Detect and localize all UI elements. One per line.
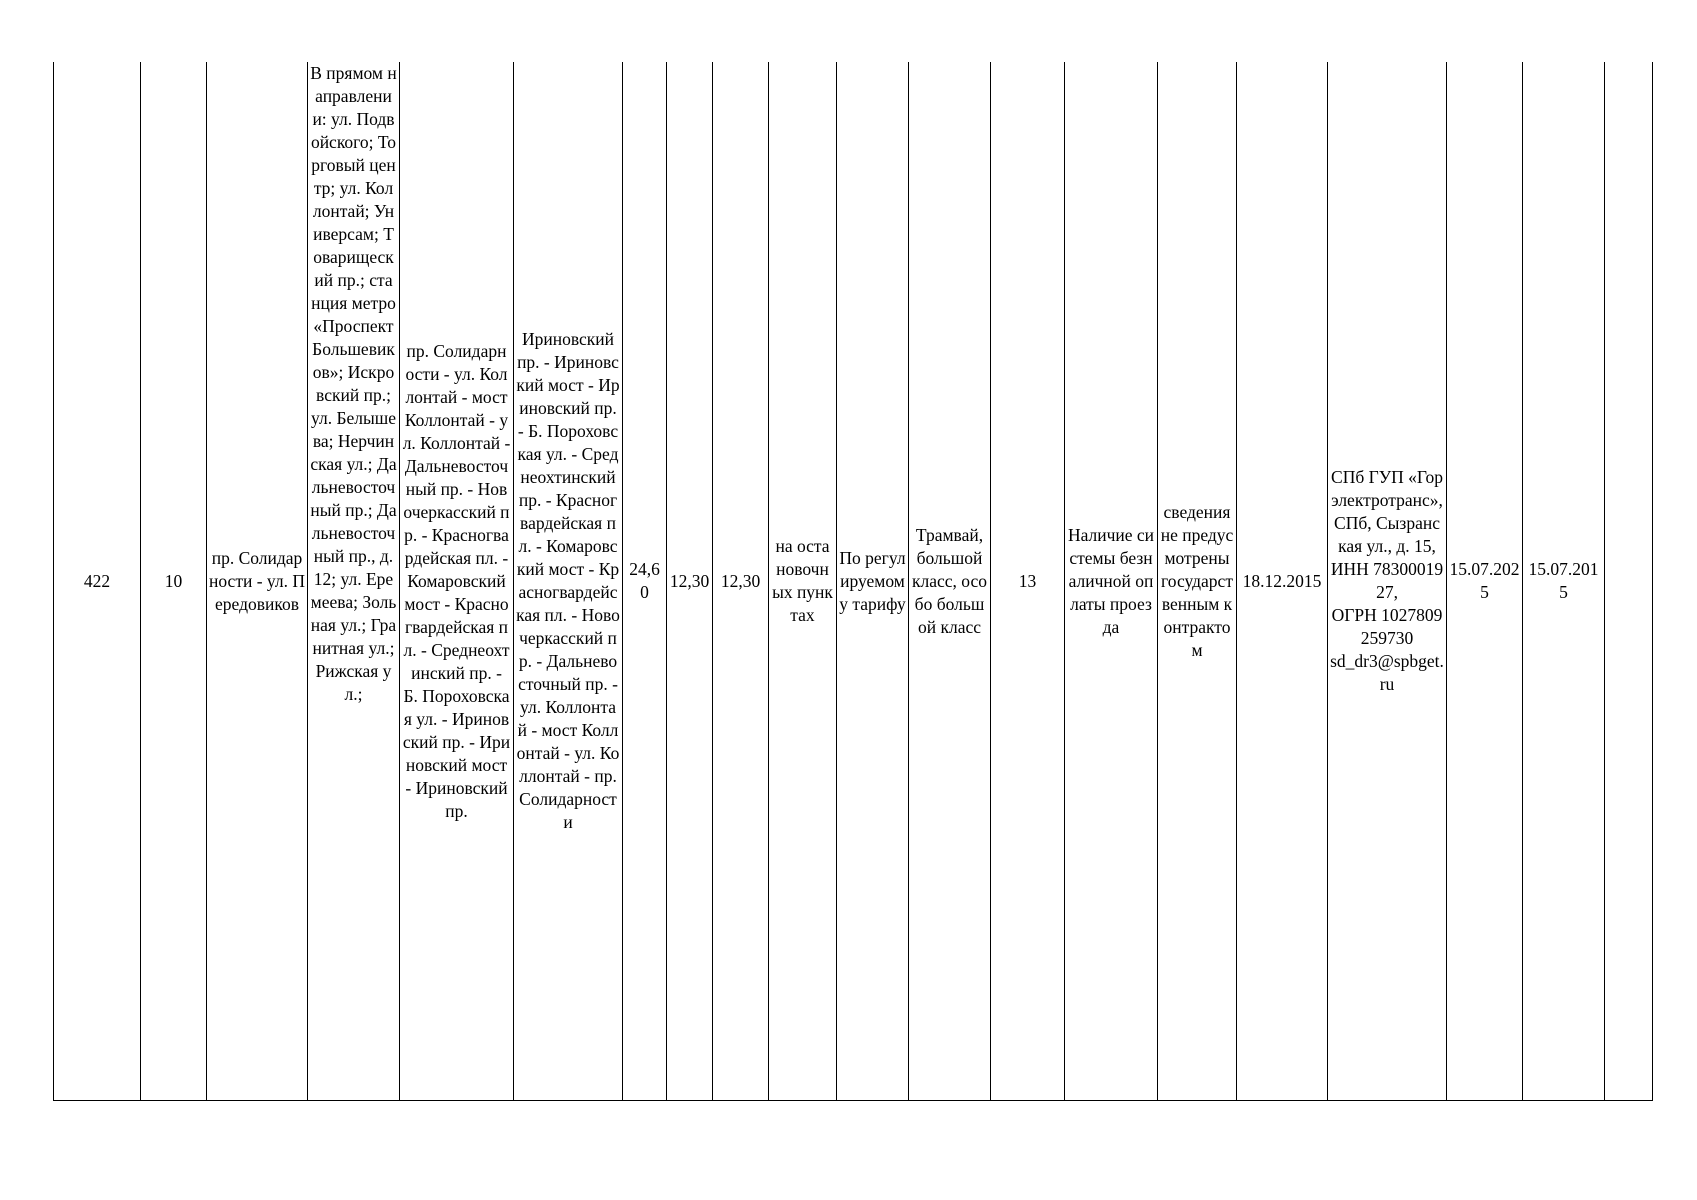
ecology-class-cell: сведения не предусмотрены государственным контрактом <box>1158 62 1237 1101</box>
contract-date-cell: 15.07.2025 <box>1447 62 1523 1101</box>
tariff-type-cell: По регулируемому тарифу <box>837 62 909 1101</box>
streets-forward-cell: пр. Солидарности - ул. Коллонтай - мост Коллонтай - ул. Коллонтай - Дальневосточный пр. - Новочеркасский пр. - Красногвардейская пл. - Комаровский мост - Красногвардейская пл. - Среднеохтинский пр. - Б. Пороховская ул. - Ириновский пр. - Ириновский мост - Ириновский пр. <box>400 62 514 1101</box>
registry-number-cell: 422 <box>54 62 141 1101</box>
start-date-cell: 18.12.2015 <box>1237 62 1328 1101</box>
route-name-cell: пр. Солидарности - ул. Передовиков <box>207 62 308 1101</box>
boarding-order-cell: на остановочных пунктах <box>769 62 837 1101</box>
vehicle-class-cell: Трамвай, большой класс, особо большой класс <box>909 62 991 1101</box>
streets-reverse-cell: Ириновский пр. - Ириновский мост - Ириновский пр. - Б. Пороховская ул. - Среднеохтинский пр. - Красногвардейская пл. - Комаровский мост - Красногвардейская пл. - Новочеркасский пр. - Дальневосточный пр. - ул. Коллонтай - мост Коллонтай - ул. Коллонтай - пр. Солидарности <box>514 62 623 1101</box>
length-total-cell: 24,60 <box>623 62 667 1101</box>
carrier-cell: СПб ГУП «Горэлектротранс», СПб, Сызранская ул., д. 15, ИНН 7830001927, ОГРН 1027809259730 sd_dr3@spbget.ru <box>1328 62 1447 1101</box>
vehicle-count-cell: 13 <box>991 62 1065 1101</box>
route-number-cell: 10 <box>141 62 207 1101</box>
length-forward-cell: 12,30 <box>667 62 713 1101</box>
table-row <box>54 62 1653 1101</box>
route-registry-table <box>53 62 1653 1101</box>
notes-cell <box>1605 62 1653 1101</box>
contract-date-2-cell: 15.07.2015 <box>1523 62 1605 1101</box>
length-reverse-cell: 12,30 <box>713 62 769 1101</box>
stops-cell: В прямом направлении: ул. Подвойского; Торговый центр; ул. Коллонтай; Универсам; Товарищеский пр.; станция метро «Проспект Большевиков»; Искровский пр.; ул. Белышева; Нерчинская ул.; Дальневосточный пр.; Дальневосточный пр., д.12; ул. Еремеева; Зольная ул.; Гранитная ул.; Рижская ул.; <box>308 62 400 1101</box>
vehicle-features-cell: Наличие системы безналичной оплаты проезда <box>1065 62 1158 1101</box>
